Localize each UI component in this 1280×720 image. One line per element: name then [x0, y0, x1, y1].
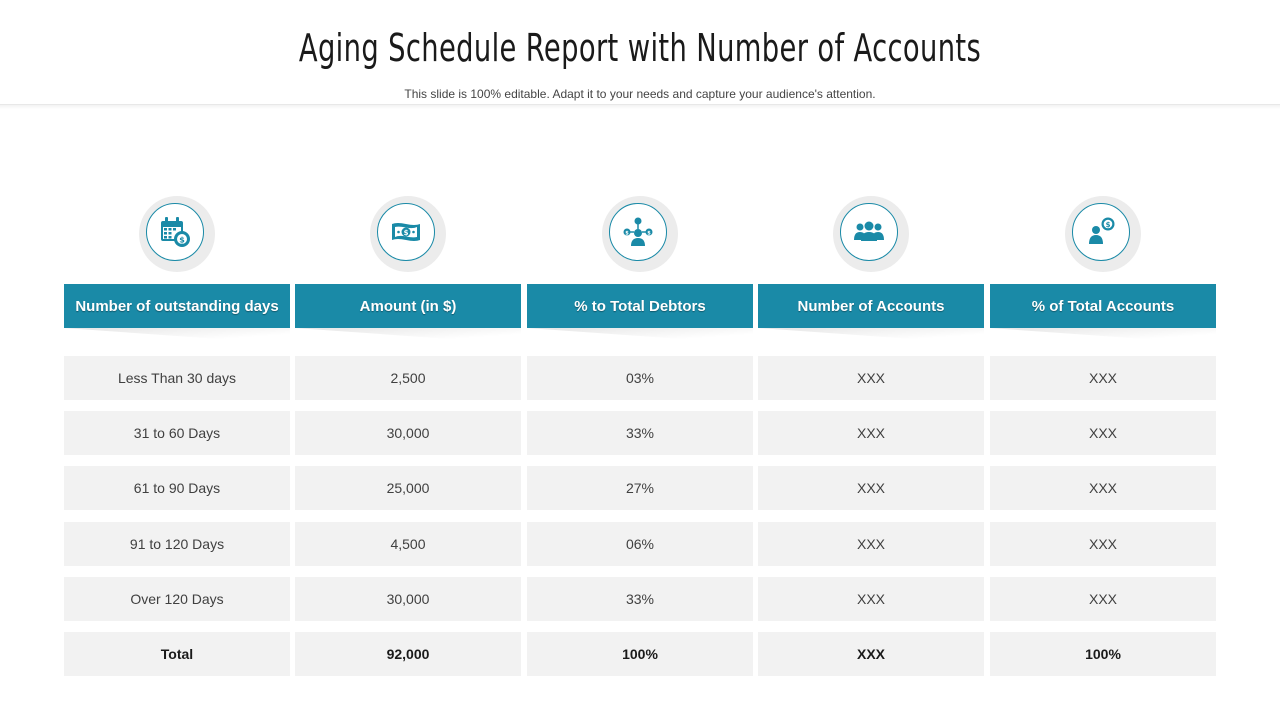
- icon-badge: [370, 196, 446, 272]
- table-cell: 91 to 120 Days: [64, 522, 290, 566]
- table-cell: XXX: [990, 577, 1216, 621]
- header-outstanding-days: Number of outstanding days: [64, 284, 290, 328]
- svg-text:$: $: [1105, 221, 1111, 229]
- header-divider: [0, 104, 1280, 109]
- icon-badge: [139, 196, 215, 272]
- svg-text:$: $: [625, 230, 629, 237]
- icon-badge: [833, 196, 909, 272]
- table-cell: XXX: [758, 356, 984, 400]
- total-cell: XXX: [758, 632, 984, 676]
- total-cell: Total: [64, 632, 290, 676]
- table-cell: XXX: [990, 522, 1216, 566]
- page-subtitle: This slide is 100% editable. Adapt it to your needs and capture your audience's attention.: [404, 87, 876, 101]
- table-cell: 27%: [527, 466, 753, 510]
- icon-badge: [602, 196, 678, 272]
- table-cell: XXX: [990, 466, 1216, 510]
- table-cell: 33%: [527, 577, 753, 621]
- table-cell: 03%: [527, 356, 753, 400]
- debtors-network-icon: [621, 215, 655, 249]
- svg-text:$: $: [647, 230, 651, 237]
- calendar-gear-icon: [158, 215, 192, 249]
- table-cell: 31 to 60 Days: [64, 411, 290, 455]
- table-cell: 2,500: [295, 356, 521, 400]
- table-cell: XXX: [990, 356, 1216, 400]
- table-cell: 06%: [527, 522, 753, 566]
- table-cell: Less Than 30 days: [64, 356, 290, 400]
- header-total-debtors: % to Total Debtors: [527, 284, 753, 328]
- table-cell: 30,000: [295, 577, 521, 621]
- table-cell: 61 to 90 Days: [64, 466, 290, 510]
- page-title: Aging Schedule Report with Number of Accounts: [298, 26, 982, 70]
- table-cell: XXX: [758, 466, 984, 510]
- svg-text:$: $: [179, 235, 185, 245]
- total-cell: 100%: [990, 632, 1216, 676]
- svg-text:$: $: [403, 229, 409, 237]
- table-cell: XXX: [990, 411, 1216, 455]
- user-dollar-gear-icon: [1084, 215, 1118, 249]
- total-cell: 100%: [527, 632, 753, 676]
- table-cell: Over 120 Days: [64, 577, 290, 621]
- table-cell: 4,500: [295, 522, 521, 566]
- header-percent-total-accounts: % of Total Accounts: [990, 284, 1216, 328]
- icon-badge: [1065, 196, 1141, 272]
- total-cell: 92,000: [295, 632, 521, 676]
- table-cell: 30,000: [295, 411, 521, 455]
- header-number-of-accounts: Number of Accounts: [758, 284, 984, 328]
- table-cell: 33%: [527, 411, 753, 455]
- table-cell: XXX: [758, 522, 984, 566]
- people-group-icon: [852, 215, 886, 249]
- header-amount: Amount (in $): [295, 284, 521, 328]
- dollar-bill-icon: [389, 215, 423, 249]
- table-cell: XXX: [758, 411, 984, 455]
- table-cell: 25,000: [295, 466, 521, 510]
- table-cell: XXX: [758, 577, 984, 621]
